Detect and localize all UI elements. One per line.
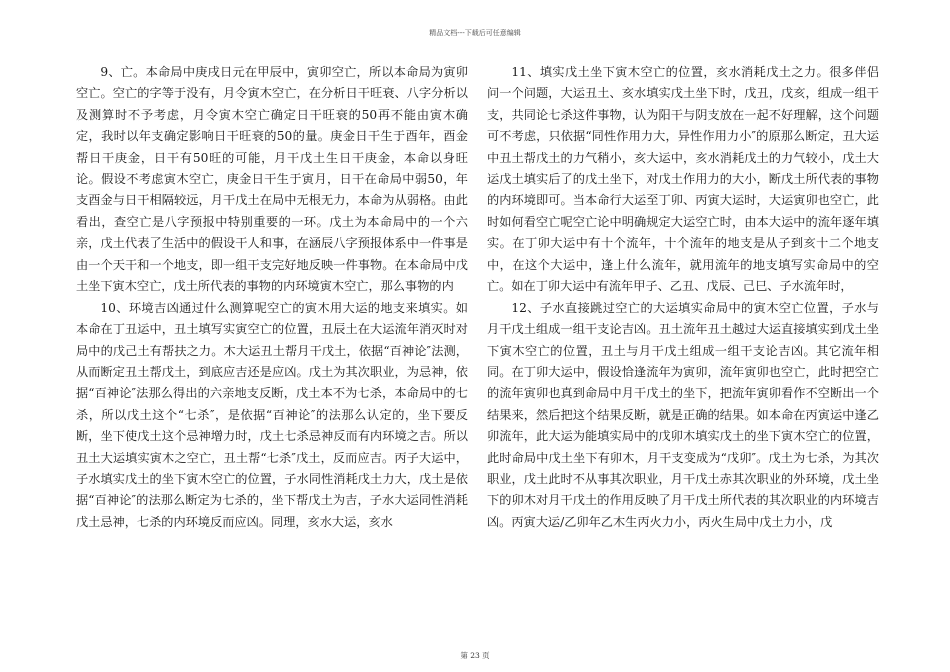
page-header: 精品文档---下载后可任意编辑	[429, 29, 521, 37]
paragraph-12: 12、子水直接跳过空亡的大运填实命局中的寅木空亡位置，子水与月干戊土组成一组干支论吉凶。丑土流年丑土越过大运直接填实到戊土坐下寅木空亡的位置，丑土与月干戊土组成一组干支论吉凶。其它流年相同。在丁卯大运中，假设恰逢流年为寅卯，流年寅卯也空亡，此时把空亡的流年寅卯也真到命局中月干戊土的坐下，把流年寅卯看作不空断出一个结果来，然后把这个结果反断，就是正确的结果。如本命在丙寅运中逢乙卯流年，此大运为能填实局中的戊卯木填实戊土的坐下寅木空亡的位置，此时命局中戊土坐下有卯木，月干支变成为“戊卯″。戊土为七杀，为其次职业，戊土此时不从事其次职业，月干戊土赤其次职业的外环境，戊土坐下的卯木对月干戊土的作用反映了月干戊土所代表的其次职业的内环境吉凶。丙寅大运/乙卯年乙木生丙火力小，丙火生局中戊土力小，戊	[487, 300, 879, 529]
paragraph-11: 11、填实戊土坐下寅木空亡的位置，亥水消耗戊土之力。很多伴侣问一个问题，大运丑土、亥水填实戊土坐下时，戊丑，戊亥，组成一组干支，共同论七杀这件事物，认为阳干与阴支放在一起不好理解，这个问题可不考虑，只依据“同性作用力大，异性作用力小″的原那么断定，丑大运中丑土帮戊土的力气稍小，亥大运中，亥水消耗戊土的力气较小，戊土大运戊土填实后了的戊土坐下，对戊土作用力的大小，断戊土所代表的事物的内环境即可。当本命行大运至丁卯、丙寅大运时，大运寅卯也空亡，此时如何看空亡呢空亡论中明确规定大运空亡时，由本大运中的流年逐年填实。在丁卯大运中有十个流年，十个流年的地支是从子到亥十二个地支中，在这个大运中，逢上什么流年，就用流年的地支填写实命局中的空亡。如在丁卯大运中有流年甲子、乙丑、戊辰、己巳、子水流年时，	[487, 65, 879, 294]
paragraph-9: 9、亡。本命局中庚戌日元在甲辰中，寅卯空亡，所以本命局为寅卯空亡。空亡的字等于没有，月令寅木空亡，在分析日干旺衰、八字分析以及测算时不予考虑，月令寅木空亡确定日干旺衰的50再不能由寅木确定，我时以年支确定影响日干旺衰的50的量。庚金日干生于酉年，酉金帮日干庚金，日干有50旺的可能，月干戊土生日干庚金，本命以身旺论。假设不考虑寅木空亡，庚金日干生于寅月，日干在命局中弱50，年支酉金与日干相隔较远，月干戊土在局中无根无力，本命为从弱格。由此看出，查空亡是八字预报中特别重要的一环。戊土为本命局中的一个六亲，戊土代表了生活中的假设干人和事，在涵辰八字预报体系中一件事是由一个天干和一个地支，即一组干支完好地反映一件事物。在本命局中戊土坐下寅木空亡，戊土所代表的事物的内环境寅木空亡，那么事物的内	[76, 65, 468, 294]
page-number: 第 23 页	[460, 651, 490, 660]
left-column	[76, 62, 468, 534]
paragraph-10: 10、环境吉凶通过什么测算呢空亡的寅木用大运的地支来填实。如本命在丁丑运中，丑土填写实寅空亡的位置，丑辰土在大运流年消灭时对局中的戊己土有帮扶之力。木大运丑土帮月干戊土，依据“百神论″法测，从而断定丑土帮戊土，到底应吉还是应凶。戊土为其次职业，为忌神，依据“百神论″法那么得出的六亲地支反断，戊土本不为七杀，本命局中的七杀，所以戊土这个“七杀″，是依据“百神论″的法那么认定的，坐下要反断，坐下使戊土这个忌神增力时，戊土七杀忌神反而有内环境之吉。所以丑土大运填实寅木之空亡，丑土帮“七杀″戊土，反而应吉。丙子大运中，子水填实戊土的坐下寅木空亡的位置，子水同性消耗戊土力大，戊土是依据“百神论″的法那么断定为七杀的，坐下帮戊土为吉，子水大运同性消耗戊土忌神，七杀的内环境反而应凶。同理，亥水大运，亥水	[76, 300, 468, 529]
right-column	[487, 62, 879, 534]
